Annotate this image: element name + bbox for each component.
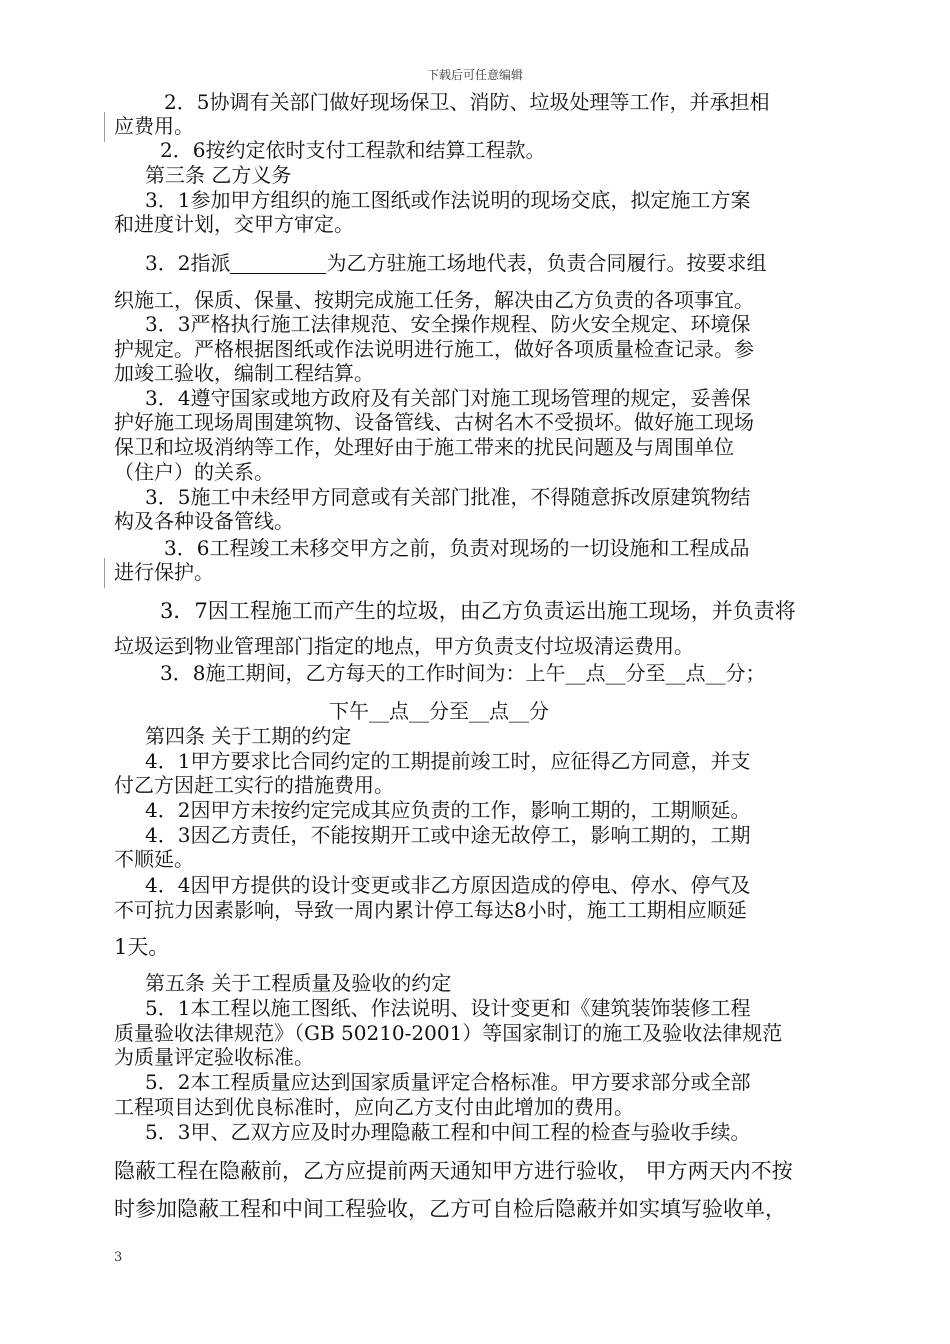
- text-line: 2．5协调有关部门做好现场保卫、消防、垃圾处理等工作，并承担相: [164, 90, 770, 114]
- text-line: 构及各种设备管线。: [114, 509, 294, 533]
- text-line: 付乙方因赶工实行的措施费用。: [114, 773, 394, 797]
- text-line: 护规定。严格根据图纸或作法说明进行施工，做好各项质量检查记录。参: [114, 337, 754, 361]
- text-line: 不顺延。: [114, 847, 194, 871]
- text-line: 3．7因工程施工而产生的垃圾，由乙方负责运出施工现场，并负责将: [160, 599, 796, 623]
- blank-underline: [230, 253, 326, 274]
- text-fragment: 为乙方驻施工场地代表，负责合同履行。按要求组: [326, 251, 767, 275]
- text-line: 质量验收法律规范》（GB 50210-2001）等国家制订的施工及验收法律规范: [114, 1021, 783, 1045]
- text-line: 应费用。: [114, 114, 194, 138]
- page-header: 下载后可任意编辑: [426, 68, 523, 82]
- section-heading: 第三条 乙方义务: [145, 163, 292, 187]
- text-line: （住户）的关系。: [114, 460, 274, 484]
- text-line: 3．5施工中未经甲方同意或有关部门批准，不得随意拆改原建筑物结: [145, 485, 751, 509]
- text-line: 3．8施工期间，乙方每天的工作时间为：上午__点__分至__点__分；: [160, 661, 766, 685]
- text-line: 加竣工验收，编制工程结算。: [114, 361, 374, 385]
- text-line: 不可抗力因素影响，导致一周内累计停工每达8小时，施工工期相应顺延: [114, 898, 747, 922]
- text-line: [145, 250, 766, 276]
- text-line: 3．4遵守国家或地方政府及有关部门对施工现场管理的规定，妥善保: [145, 386, 751, 410]
- text-line: 进行保护。: [114, 560, 214, 584]
- page-number: 3: [114, 1250, 123, 1265]
- section-heading: 第五条 关于工程质量及验收的约定: [145, 971, 452, 995]
- text-line: 3．3严格执行施工法律规范、安全操作规程、防火安全规定、环境保: [145, 312, 751, 336]
- text-line: 隐蔽工程在隐蔽前，乙方应提前两天通知甲方进行验收， 甲方两天内不按: [114, 1159, 793, 1183]
- text-fragment: 3．2指派: [145, 251, 231, 275]
- text-line: 织施工，保质、保量、按期完成施工任务，解决由乙方负责的各项事宜。: [114, 288, 754, 312]
- text-line: 3．1参加甲方组织的施工图纸或作法说明的现场交底，拟定施工方案: [145, 188, 751, 212]
- text-line: 工程项目达到优良标准时，应向乙方支付由此增加的费用。: [114, 1095, 634, 1119]
- text-line: 3．6工程竣工未移交甲方之前，负责对现场的一切设施和工程成品: [164, 536, 750, 560]
- section-heading: 第四条 关于工期的约定: [145, 724, 352, 748]
- text-line: 下午__点__分至__点__分: [329, 699, 549, 723]
- text-line: 4．4因甲方提供的设计变更或非乙方原因造成的停电、停水、停气及: [145, 873, 751, 897]
- text-line: 4．1甲方要求比合同约定的工期提前竣工时，应征得乙方同意，并支: [145, 749, 751, 773]
- text-line: 为质量评定验收标准。: [114, 1045, 314, 1069]
- text-line: 5．3甲、乙双方应及时办理隐蔽工程和中间工程的检查与验收手续。: [145, 1120, 751, 1144]
- text-line: 护好施工现场周围建筑物、设备管线、古树名木不受损坏。做好施工现场: [114, 410, 754, 434]
- text-line: 1天。: [114, 935, 170, 959]
- text-line: 5．1本工程以施工图纸、作法说明、设计变更和《建筑装饰装修工程: [145, 996, 751, 1020]
- text-line: 4．3因乙方责任，不能按期开工或中途无故停工，影响工期的，工期: [145, 823, 751, 847]
- text-line: 时参加隐蔽工程和中间工程验收，乙方可自检后隐蔽并如实填写验收单，: [114, 1197, 786, 1221]
- margin-mark: [104, 558, 105, 588]
- text-line: 2．6按约定依时支付工程款和结算工程款。: [160, 138, 546, 162]
- margin-mark: [104, 112, 105, 142]
- text-line: 和进度计划，交甲方审定。: [114, 212, 354, 236]
- text-line: 5．2本工程质量应达到国家质量评定合格标准。甲方要求部分或全部: [145, 1070, 751, 1094]
- text-line: 保卫和垃圾消纳等工作，处理好由于施工带来的扰民问题及与周围单位: [114, 435, 734, 459]
- text-line: 4．2因甲方未按约定完成其应负责的工作，影响工期的，工期顺延。: [145, 798, 751, 822]
- text-line: 垃圾运到物业管理部门指定的地点，甲方负责支付垃圾清运费用。: [114, 634, 694, 658]
